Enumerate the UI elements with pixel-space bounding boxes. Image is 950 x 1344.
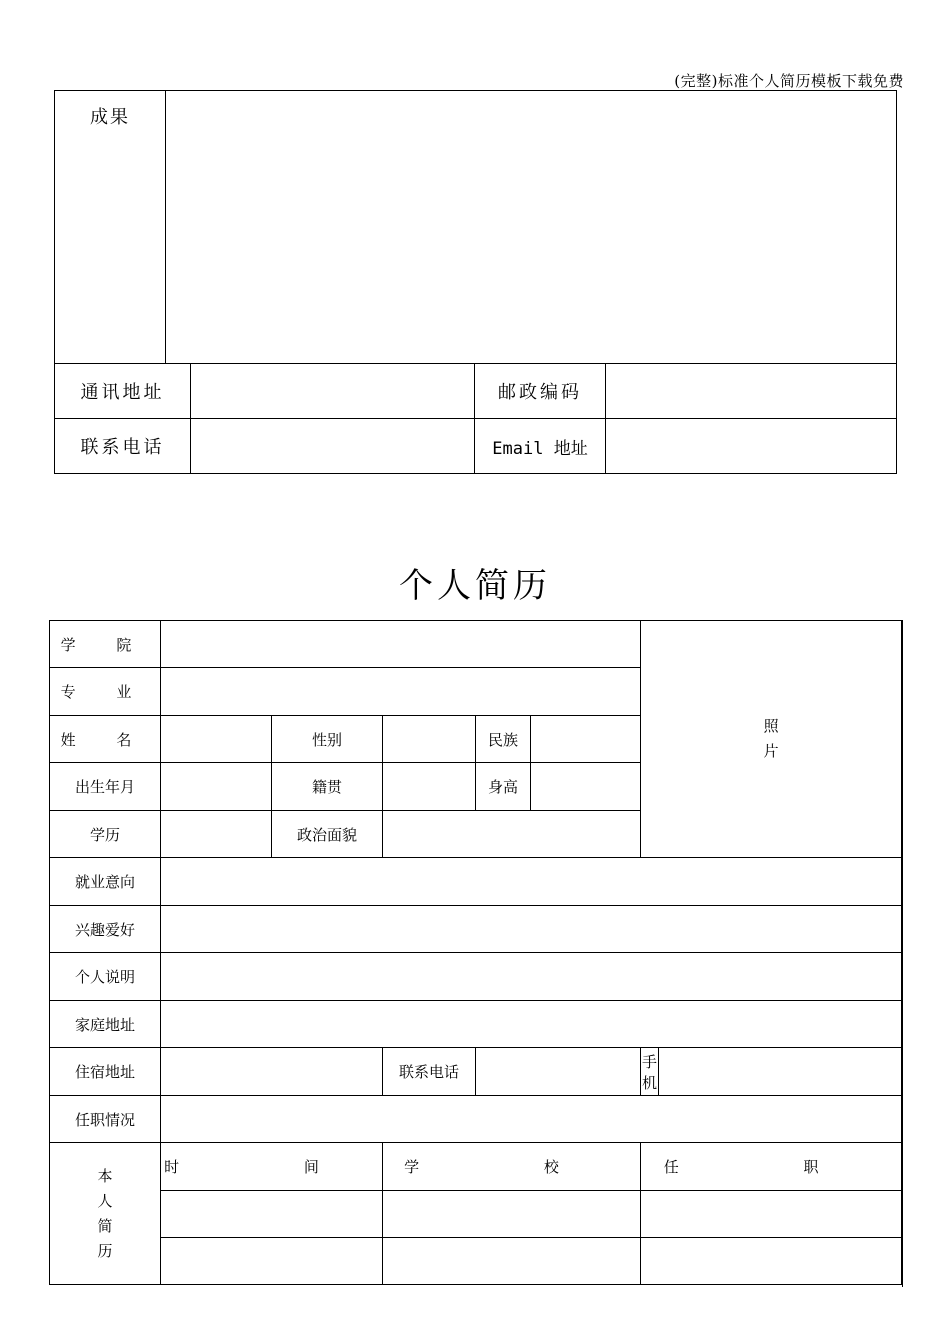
job-intent-field[interactable] <box>161 858 902 906</box>
photo-label-2: 片 <box>763 742 779 760</box>
history-col-school: 学 校 <box>383 1143 641 1191</box>
native-place-field[interactable] <box>383 763 476 811</box>
college-label: 学 院 <box>50 621 161 668</box>
postcode-label: 邮政编码 <box>475 364 606 419</box>
name-field[interactable] <box>161 716 272 763</box>
political-label: 政治面貌 <box>272 811 383 858</box>
photo-box[interactable] <box>641 621 902 858</box>
dorm-address-field[interactable] <box>161 1048 383 1096</box>
mobile-label: 手机 <box>641 1048 659 1096</box>
history-col-role: 任 职 <box>641 1143 902 1191</box>
phone-label: 联系电话 <box>55 419 191 474</box>
history-school-cell[interactable] <box>383 1191 641 1238</box>
dorm-address-label: 住宿地址 <box>50 1048 161 1096</box>
major-field[interactable] <box>161 668 641 716</box>
height-field[interactable] <box>531 763 641 811</box>
postcode-field[interactable] <box>606 364 897 419</box>
history-label-char: 简 <box>97 1216 113 1235</box>
resume-table <box>49 620 902 1285</box>
history-time-cell[interactable] <box>161 1238 383 1285</box>
hobbies-field[interactable] <box>161 906 902 953</box>
history-label-char: 人 <box>97 1191 113 1210</box>
history-time-cell[interactable] <box>161 1191 383 1238</box>
history-label-char: 历 <box>97 1241 113 1260</box>
history-col-time: 时 间 <box>161 1143 383 1191</box>
statement-field[interactable] <box>161 953 902 1001</box>
address-label: 通讯地址 <box>55 364 191 419</box>
gender-field[interactable] <box>383 716 476 763</box>
page-title: 个人简历 <box>399 566 551 606</box>
education-field[interactable] <box>161 811 272 858</box>
history-role-cell[interactable] <box>641 1191 902 1238</box>
history-role-cell[interactable] <box>641 1238 902 1285</box>
table-right-rule <box>902 620 903 1287</box>
birth-field[interactable] <box>161 763 272 811</box>
major-label: 专 业 <box>50 668 161 716</box>
history-label <box>50 1143 161 1285</box>
name-label: 姓 名 <box>50 716 161 763</box>
address-field[interactable] <box>191 364 475 419</box>
history-school-cell[interactable] <box>383 1238 641 1285</box>
education-label: 学历 <box>50 811 161 858</box>
email-label: Email 地址 <box>475 419 606 474</box>
job-intent-label: 就业意向 <box>50 858 161 906</box>
ethnicity-label: 民族 <box>476 716 531 763</box>
positions-field[interactable] <box>161 1096 902 1143</box>
native-place-label: 籍贯 <box>272 763 383 811</box>
achievements-label: 成果 <box>55 91 166 364</box>
email-field[interactable] <box>606 419 897 474</box>
header-note: (完整)标准个人简历模板下载免费 <box>674 72 904 90</box>
contact-phone-label: 联系电话 <box>383 1048 476 1096</box>
photo-label-1: 照 <box>763 717 779 735</box>
gender-label: 性别 <box>272 716 383 763</box>
birth-label: 出生年月 <box>50 763 161 811</box>
home-address-field[interactable] <box>161 1001 902 1048</box>
college-field[interactable] <box>161 621 641 668</box>
history-label-char: 本 <box>97 1166 113 1185</box>
contact-table <box>54 90 897 474</box>
achievements-field[interactable] <box>166 91 897 364</box>
statement-label: 个人说明 <box>50 953 161 1001</box>
contact-phone-field[interactable] <box>476 1048 641 1096</box>
political-field[interactable] <box>383 811 641 858</box>
home-address-label: 家庭地址 <box>50 1001 161 1048</box>
phone-field[interactable] <box>191 419 475 474</box>
positions-label: 任职情况 <box>50 1096 161 1143</box>
ethnicity-field[interactable] <box>531 716 641 763</box>
height-label: 身高 <box>476 763 531 811</box>
hobbies-label: 兴趣爱好 <box>50 906 161 953</box>
mobile-field[interactable] <box>659 1048 902 1096</box>
